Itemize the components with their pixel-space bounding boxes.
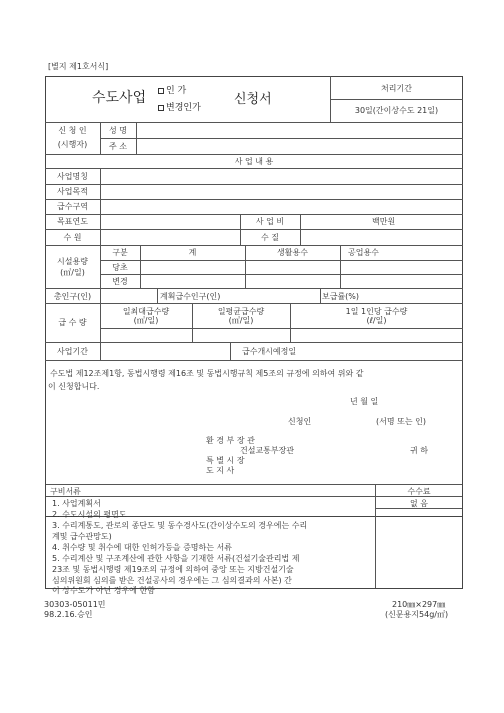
checkbox-change-approval[interactable]: [158, 105, 164, 111]
footer-code: 30303-05011민: [44, 600, 106, 609]
business-cost-unit: 백만원: [372, 217, 396, 226]
option-change-approval[interactable]: 변경인가: [158, 103, 201, 114]
business-name-label: 사업명칭: [57, 172, 88, 181]
form-title-main: 수도사업: [92, 90, 147, 106]
document-item: 이 상수도가 아닌 경우에 한함: [52, 586, 155, 595]
document-item: 계및 급수관망도): [52, 532, 112, 541]
applicant-name-label: 성 명: [109, 126, 127, 135]
date-line: 년 월 일: [350, 397, 379, 406]
target-year-field[interactable]: [101, 215, 239, 228]
signer-label: 신청인: [288, 417, 312, 426]
applicant-address-label: 주 소: [109, 142, 127, 151]
capacity-col-industrial: 공업용수: [348, 248, 379, 257]
water-quality-field[interactable]: [301, 230, 462, 244]
business-purpose-field[interactable]: [101, 185, 462, 198]
capacity-row-current: 당초: [112, 263, 128, 272]
business-name-field[interactable]: [101, 169, 462, 183]
signer-note: (서명 또는 인): [376, 417, 426, 426]
statement-line-2: 이 신청합니다.: [48, 382, 100, 391]
document-item: 심의위원회 심의를 받은 건설공사의 경우에는 그 심의결과의 사본) 간: [52, 576, 292, 585]
max-supply-label-2: (㎥/일): [133, 316, 159, 325]
applicant-label-1: 신 청 인: [58, 126, 87, 135]
checkbox-approval[interactable]: [158, 88, 164, 94]
recipient-line-1: 환 경 부 장 관: [206, 436, 255, 445]
per-capita-label-1: 1일 1인당 급수량: [345, 307, 408, 316]
document-item: 4. 취수량 및 취수에 대한 인허가등을 증명하는 서류: [52, 543, 232, 552]
recipient-line-2: 건설교통부장관: [240, 446, 295, 455]
capacity-col-domestic: 생활용수: [277, 248, 308, 257]
documents-header: 구비서류: [50, 487, 81, 496]
total-population-label: 총인구(인): [53, 292, 92, 301]
capacity-col-type: 구분: [112, 248, 128, 257]
document-item: 23조 및 동법시행령 제19조의 규정에 의하여 중앙 또는 지방건설기술: [52, 565, 294, 574]
document-item: 2. 수도시설의 평면도: [52, 510, 127, 519]
recipient-honorific: 귀 하: [410, 446, 428, 455]
water-source-field[interactable]: [101, 230, 239, 244]
applicant-name-field[interactable]: [137, 123, 462, 137]
business-purpose-label: 사업목적: [57, 187, 88, 196]
supply-rate-label: 보급률(%): [322, 292, 360, 301]
option-approval[interactable]: 인 가: [158, 86, 186, 97]
statement-line-1: 수도법 제12조제1항, 동법시행령 제16조 및 동법시행규칙 제5조의 규정에 의하여 위와 같: [50, 369, 364, 378]
max-supply-label-1: 일최대급수량: [122, 307, 170, 316]
avg-supply-label-1: 일평균급수량: [217, 307, 265, 316]
processing-value: 30일(간이상수도 21일): [354, 106, 439, 115]
recipient-line-4: 도 지 사: [206, 466, 235, 475]
fee-label: 수수료: [407, 487, 431, 496]
document-item: 3. 수리계통도, 관로의 종단도 및 동수경사도(간이상수도의 경우에는 수리: [52, 521, 308, 530]
water-source-label: 수 원: [63, 233, 82, 242]
facility-capacity-label-2: (㎥/일): [60, 268, 85, 277]
capacity-col-total: 계: [188, 248, 197, 257]
supply-start-label: 급수개시예정일: [242, 347, 297, 356]
business-header: 사 업 내 용: [234, 157, 274, 166]
business-cost-label: 사 업 비: [255, 217, 285, 226]
applicant-address-field[interactable]: [137, 139, 462, 153]
footer-approval: 98.2.16.승인: [44, 610, 93, 619]
supply-area-field[interactable]: [101, 200, 462, 213]
footer-size: 210㎜×297㎜: [392, 600, 446, 609]
business-period-field[interactable]: [101, 343, 229, 359]
processing-label: 처리기간: [381, 84, 412, 93]
avg-supply-label-2: (㎥/일): [228, 316, 254, 325]
form-label: [별지 제1호서식]: [48, 62, 109, 71]
business-period-label: 사업기간: [57, 347, 88, 356]
form-title-suffix: 신청서: [234, 92, 272, 107]
footer-paper: (신문용지54g/㎡): [385, 610, 449, 619]
planned-population-label: 계획급수인구(인): [160, 292, 221, 301]
document-item: 5. 수리계산 및 구조계산에 관한 사항을 기재한 서류(건설기술관리법 제: [52, 554, 300, 563]
target-year-label: 목표연도: [57, 217, 88, 226]
recipient-line-3: 특 별 시 장: [206, 456, 245, 465]
document-item: 1. 사업계획서: [52, 499, 101, 508]
business-cost-field[interactable]: [301, 215, 369, 228]
facility-capacity-label-1: 시설용량: [57, 257, 88, 266]
supply-amount-label: 급 수 량: [58, 318, 87, 327]
fee-value: 없 음: [410, 499, 428, 508]
water-quality-label: 수 질: [261, 233, 279, 242]
capacity-row-changed: 변경: [112, 277, 128, 286]
applicant-label-2: (시행자): [57, 140, 88, 149]
per-capita-label-2: (ℓ/일): [366, 316, 387, 325]
supply-area-label: 급수구역: [57, 202, 88, 211]
